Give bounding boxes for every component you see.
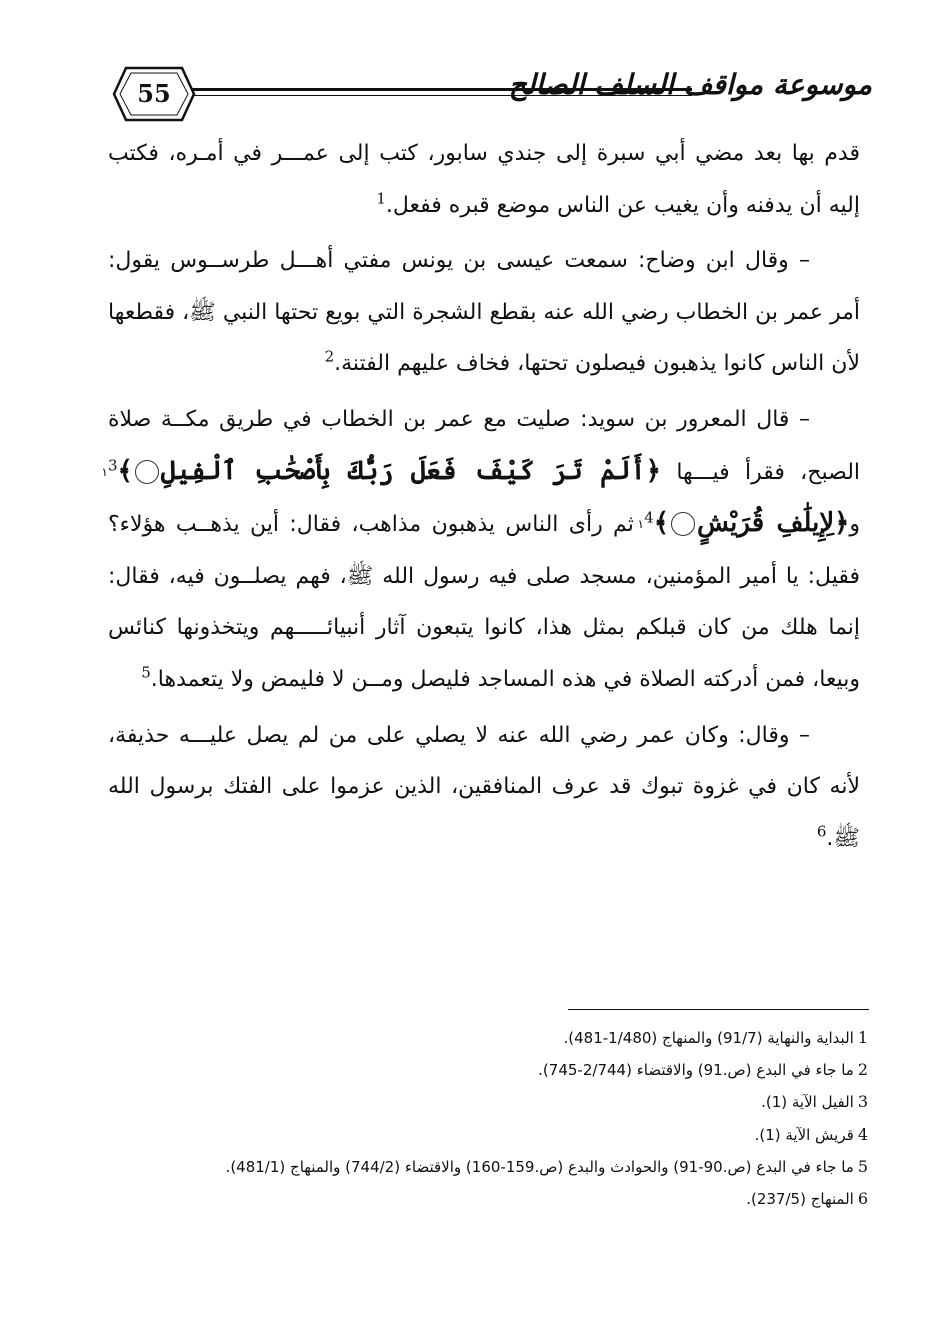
- paragraph-4: [108, 710, 860, 865]
- footnote-number: 5: [857, 1156, 868, 1176]
- footnote-number: 1: [857, 1028, 868, 1047]
- footnote-ref[interactable]: 3: [108, 456, 118, 475]
- footnotes: [130, 1022, 868, 1215]
- quran-bracket: ﴾: [117, 455, 133, 486]
- footnote-text: ما جاء في البدع (ص.91) والاقتضاء (2/744-745).: [538, 1061, 854, 1080]
- ayah-number-icon: ١: [671, 512, 695, 536]
- footnote-number: 3: [857, 1092, 868, 1112]
- quran-text: ﴿لِإِيلَٰفِ قُرَيْشٍ: [696, 508, 850, 539]
- paragraph-3: [101, 394, 861, 706]
- footnote-number: 2: [857, 1060, 868, 1080]
- paragraph-2: [108, 235, 860, 390]
- footnote-item: [130, 1086, 868, 1118]
- footnote-ref[interactable]: 5: [141, 663, 151, 682]
- quran-text: ﴿أَلَمْ تَرَ كَيْفَ فَعَلَ رَبُّكَ بِأَصْحَٰبِ ٱلْفِيلِ: [160, 455, 662, 486]
- footnote-ref[interactable]: 1: [376, 189, 386, 208]
- footnote-text: ما جاء في البدع (ص.90-91) والحوادث والبدع (ص.159-160) والاقتضاء (744/2) والمنهاج (481/1).: [225, 1157, 854, 1176]
- page-number-badge: [112, 66, 196, 122]
- paragraph-text: قدم بها بعد مضي أبي سبرة إلى جندي سابور، كتب إلى عمـــر في أمـره، فكتب إليه أن يدفنه وأن يغيب عن الناس موضع قبره ففعل.: [108, 141, 860, 218]
- footnote-rule: [568, 1009, 869, 1010]
- quran-verse-quraysh: [637, 508, 850, 539]
- footnote-text: البداية والنهاية (91/7) والمنهاج (1/480-481).: [563, 1029, 854, 1047]
- footnote-text: قريش الآية (1).: [754, 1125, 854, 1144]
- paragraph-text: – وقال ابن وضاح: سمعت عيسى بن يونس مفتي أهـــل طرســوس يقول: أمر عمر بن الخطاب رضي الله عنه بقطع الشجرة التي بويع تحتها النبي ﷺ، فقطعها لأن الناس كانوا يذهبون فيصلون تحتها، فخاف عليهم الفتنة.: [108, 248, 860, 377]
- footnote-number: 4: [857, 1124, 868, 1144]
- footnote-ref[interactable]: 4: [644, 508, 654, 527]
- body-text: [101, 128, 861, 864]
- quran-verse-al-fil: [101, 455, 662, 486]
- footnote-item: [130, 1119, 868, 1151]
- footnote-number: 6: [857, 1189, 868, 1209]
- footnote-text: المنهاج (237/5).: [746, 1190, 854, 1209]
- footnote-item: [130, 1183, 868, 1215]
- footnote-ref[interactable]: 6: [816, 822, 827, 841]
- footnote-item: [130, 1022, 868, 1054]
- paragraph-text: – وقال: وكان عمر رضي الله عنه لا يصلي على من لم يصل عليـــه حذيفة، لأنه كان في غزوة تبوك قد عرف المنافقين، الذين عزموا على الفتك برسول الله ﷺ.: [108, 722, 860, 851]
- page-number: 55: [137, 79, 171, 108]
- paragraph-text: و: [849, 512, 861, 538]
- footnote-item: [130, 1054, 868, 1086]
- page-header: [112, 62, 872, 126]
- footnote-item: [130, 1151, 868, 1183]
- paragraph-text: – قال المعرور بن سويد: صليت مع عمر بن الخطاب في طريق مكــة صلاة الصبح، فقرأ فيـــها: [108, 406, 861, 485]
- footnote-ref[interactable]: 2: [324, 348, 335, 367]
- footnote-text: الفيل الآية (1).: [761, 1093, 854, 1112]
- quran-bracket: ﴾: [653, 508, 669, 539]
- paragraph-1: [108, 128, 860, 231]
- paragraph-text: ثم رأى الناس يذهبون مذاهب، فقال: أين يذهــب هؤلاء؟ فقيل: يا أمير المؤمنين، مسجد صلى فيه رسول الله ﷺ، فهم يصلــون فيه، فقال: إنما هلك من كان قبلكم بمثل هذا، كانوا يتبعون آثار أنبيائـــــهم ويتخذونها كنائس وبيعا، فمن أدركته الصلاة في هذه المساجد فليصل ومــن لا فليمض ولا يتعمدها.: [108, 512, 860, 692]
- ayah-number-icon: ١: [135, 460, 159, 484]
- running-title: موسوعة مواقف السلف الصالح: [508, 68, 872, 101]
